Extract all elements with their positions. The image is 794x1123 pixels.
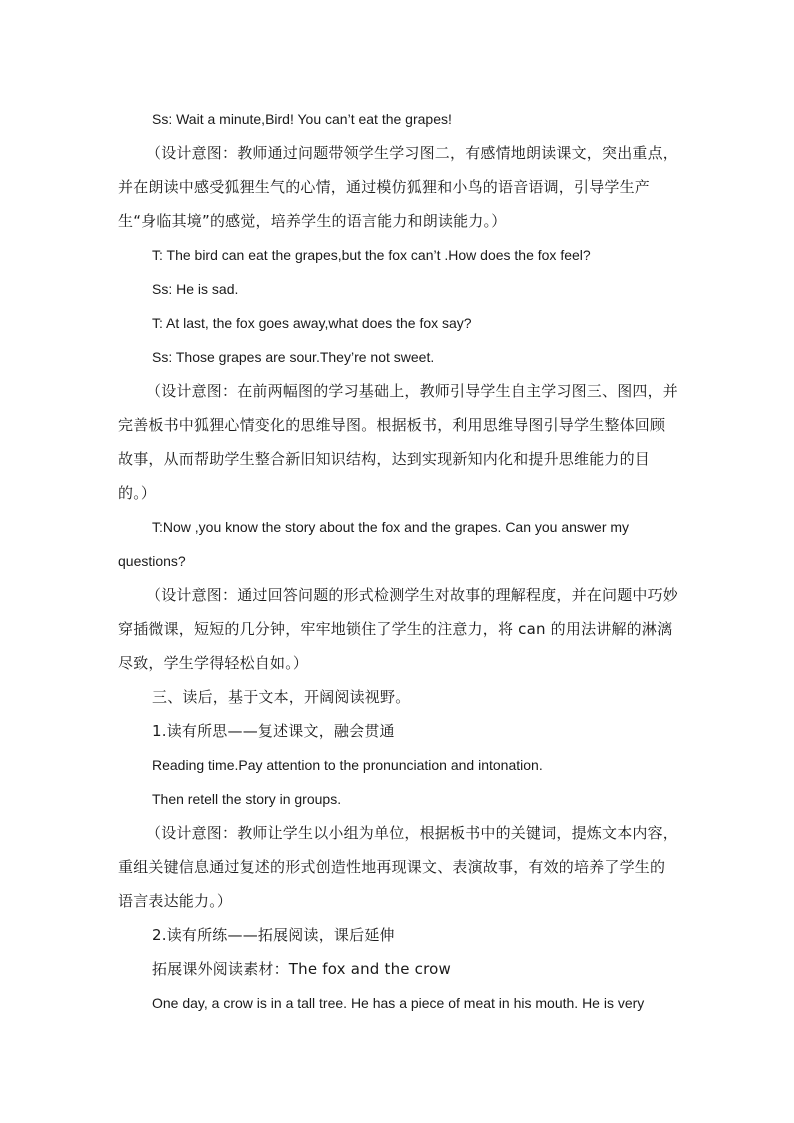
extended-reading-material: 拓展课外阅读素材：The fox and the crow	[152, 960, 452, 978]
design-intent-paragraph-1: （设计意图：教师通过问题带领学生学习图二，有感情地朗读课文，突出重点，并在朗读中感受狐狸生气的心情，通过模仿狐狸和小鸟的语音语调，引导学生产生“身临其境”的感觉，培养学生的语言能力和朗读能力。）	[118, 144, 679, 230]
design-intent-paragraph-2: （设计意图：在前两幅图的学习基础上，教师引导学生自主学习图三、图四，并完善板书中狐狸心情变化的思维导图。根据板书，利用思维导图引导学生整体回顾故事，从而帮助学生整合新旧知识结构，达到实现新知内化和提升思维能力的目的。）	[118, 382, 679, 502]
dialogue-line-grapes-sour: Ss: Those grapes are sour.They’re not sweet.	[152, 349, 435, 365]
subsection-heading-retell: 1.读有所思——复述课文，融会贯通	[152, 722, 395, 740]
dialogue-line-fox-feel: T: The bird can eat the grapes,but the fox can’t .How does the fox feel?	[152, 247, 591, 263]
design-intent-paragraph-3: （设计意图：通过回答问题的形式检测学生对故事的理解程度，并在问题中巧妙穿插微课，短短的几分钟，牢牢地锁住了学生的注意力，将 can 的用法讲解的淋漓尽致，学生学得轻松自如。）	[118, 586, 679, 672]
dialogue-line-he-is-sad: Ss: He is sad.	[152, 281, 239, 297]
document-body	[118, 102, 678, 1020]
section-heading-after-reading: 三、读后，基于文本，开阔阅读视野。	[152, 688, 411, 706]
design-intent-paragraph-4: （设计意图：教师让学生以小组为单位，根据板书中的关键词，提炼文本内容，重组关键信息通过复述的形式创造性地再现课文、表演故事，有效的培养了学生的语言表达能力。）	[118, 824, 679, 910]
dialogue-line-wait-a-minute: Ss: Wait a minute,Bird! You can’t eat the grapes!	[152, 111, 452, 127]
dialogue-line-fox-goes-away: T: At last, the fox goes away,what does the fox say?	[152, 315, 472, 331]
dialogue-line-answer-questions: T:Now ,you know the story about the fox and the grapes. Can you answer my questions?	[118, 519, 630, 569]
subsection-heading-extended-reading: 2.读有所练——拓展阅读，课后延伸	[152, 926, 395, 944]
story-opening-line: One day, a crow is in a tall tree. He has a piece of meat in his mouth. He is very	[152, 995, 645, 1011]
instruction-reading-time: Reading time.Pay attention to the pronunciation and intonation.	[152, 757, 543, 773]
instruction-retell: Then retell the story in groups.	[152, 791, 342, 807]
